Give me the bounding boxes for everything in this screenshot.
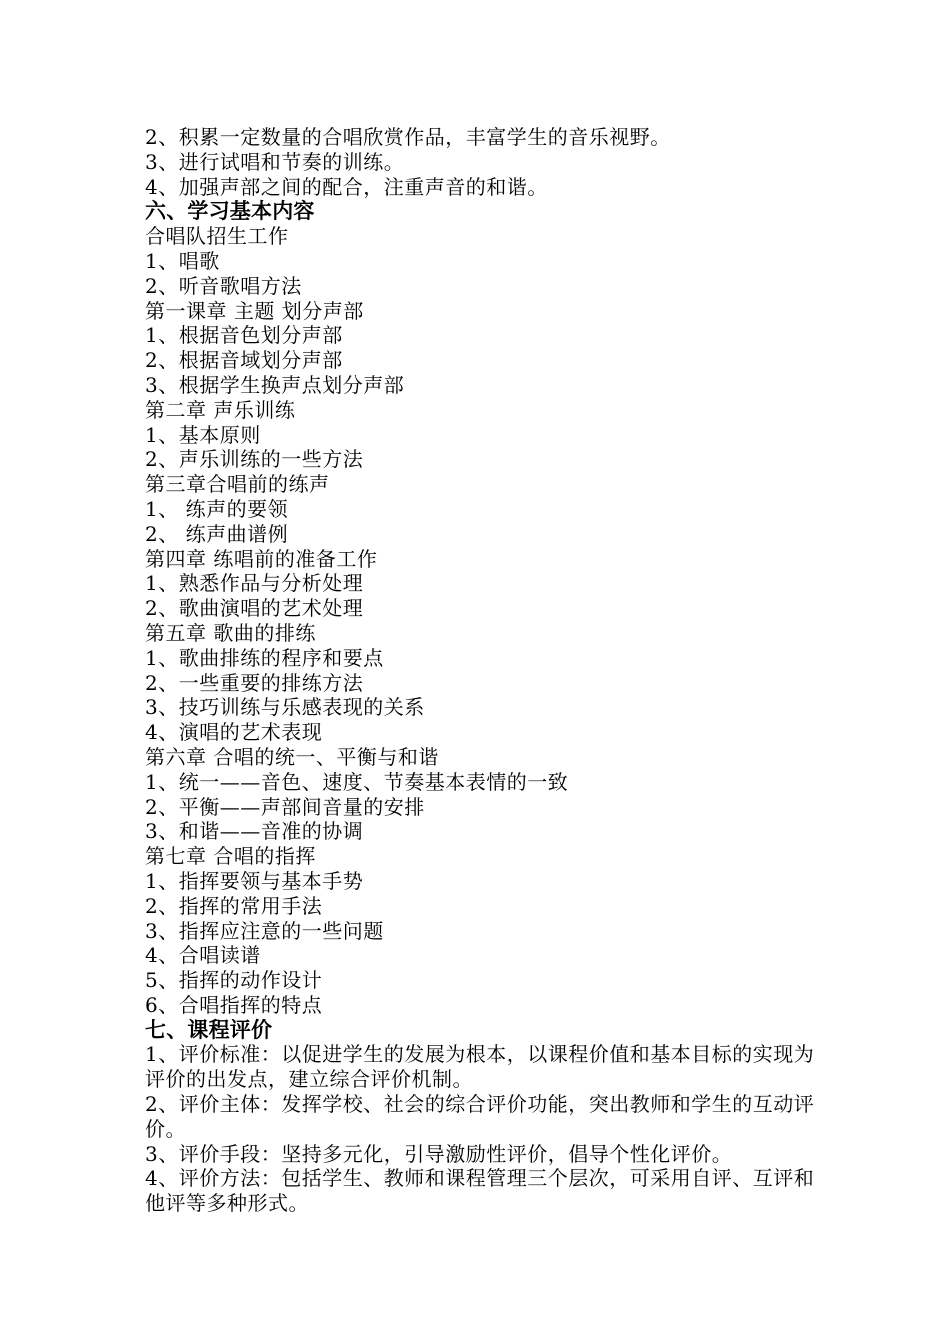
document-body — [145, 125, 820, 1216]
list-item: 3、指挥应注意的一些问题 — [145, 918, 384, 943]
list-item: 2、根据音域划分声部 — [145, 348, 343, 373]
list-item: 2、指挥的常用手法 — [145, 893, 323, 918]
list-item: 2、一些重要的排练方法 — [145, 670, 364, 695]
list-item: 1、熟悉作品与分析处理 — [145, 571, 364, 596]
list-item: 2、歌曲演唱的艺术处理 — [145, 596, 364, 621]
chapter-title: 第一课章 主题 划分声部 — [145, 298, 364, 323]
list-item: 3、进行试唱和节奏的训练。 — [145, 149, 405, 174]
evaluation-paragraph: 3、评价手段：坚持多元化，引导激励性评价，倡导个性化评价。 — [145, 1141, 733, 1166]
list-item: 4、加强声部之间的配合，注重声音的和谐。 — [145, 174, 548, 199]
evaluation-paragraph: 2、评价主体：发挥学校、社会的综合评价功能，突出教师和学生的互动评价。 — [145, 1092, 815, 1141]
list-item: 3、根据学生换声点划分声部 — [145, 372, 405, 397]
chapter-title: 第五章 歌曲的排练 — [145, 620, 316, 645]
list-item: 2、声乐训练的一些方法 — [145, 447, 364, 472]
list-item: 1、基本原则 — [145, 422, 261, 447]
list-item: 1、唱歌 — [145, 248, 220, 273]
list-item: 5、指挥的动作设计 — [145, 968, 323, 993]
list-item: 2、平衡——声部间音量的安排 — [145, 794, 425, 819]
section-heading-6: 六、学习基本内容 — [145, 199, 315, 224]
list-item: 1、 练声的要领 — [145, 496, 289, 521]
list-item: 3、和谐——音准的协调 — [145, 819, 364, 844]
list-item: 3、技巧训练与乐感表现的关系 — [145, 695, 425, 720]
list-item: 1、指挥要领与基本手势 — [145, 868, 364, 893]
evaluation-paragraph: 1、评价标准：以促进学生的发展为根本，以课程价值和基本目标的实现为评价的出发点，建立综合评价机制。 — [145, 1042, 815, 1092]
list-item: 1、统一——音色、速度、节奏基本表情的一致 — [145, 769, 569, 794]
list-item: 2、 练声曲谱例 — [145, 521, 289, 546]
section-intro: 合唱队招生工作 — [145, 224, 289, 249]
list-item: 2、听音歌唱方法 — [145, 273, 302, 298]
list-item: 2、积累一定数量的合唱欣赏作品，丰富学生的音乐视野。 — [145, 125, 671, 149]
list-item: 1、歌曲排练的程序和要点 — [145, 645, 384, 670]
list-item: 1、根据音色划分声部 — [145, 323, 343, 348]
chapter-title: 第四章 练唱前的准备工作 — [145, 546, 378, 571]
chapter-title: 第二章 声乐训练 — [145, 397, 296, 422]
chapter-title: 第三章合唱前的练声 — [145, 472, 330, 497]
section-heading-7: 七、课程评价 — [145, 1017, 273, 1042]
list-item: 6、合唱指挥的特点 — [145, 992, 323, 1017]
list-item: 4、合唱读谱 — [145, 943, 261, 968]
chapter-title: 第六章 合唱的统一、平衡与和谐 — [145, 744, 439, 769]
list-item: 4、演唱的艺术表现 — [145, 720, 323, 745]
evaluation-paragraph: 4、评价方法：包括学生、教师和课程管理三个层次，可采用自评、互评和他评等多种形式。 — [145, 1166, 815, 1216]
chapter-title: 第七章 合唱的指挥 — [145, 844, 316, 869]
